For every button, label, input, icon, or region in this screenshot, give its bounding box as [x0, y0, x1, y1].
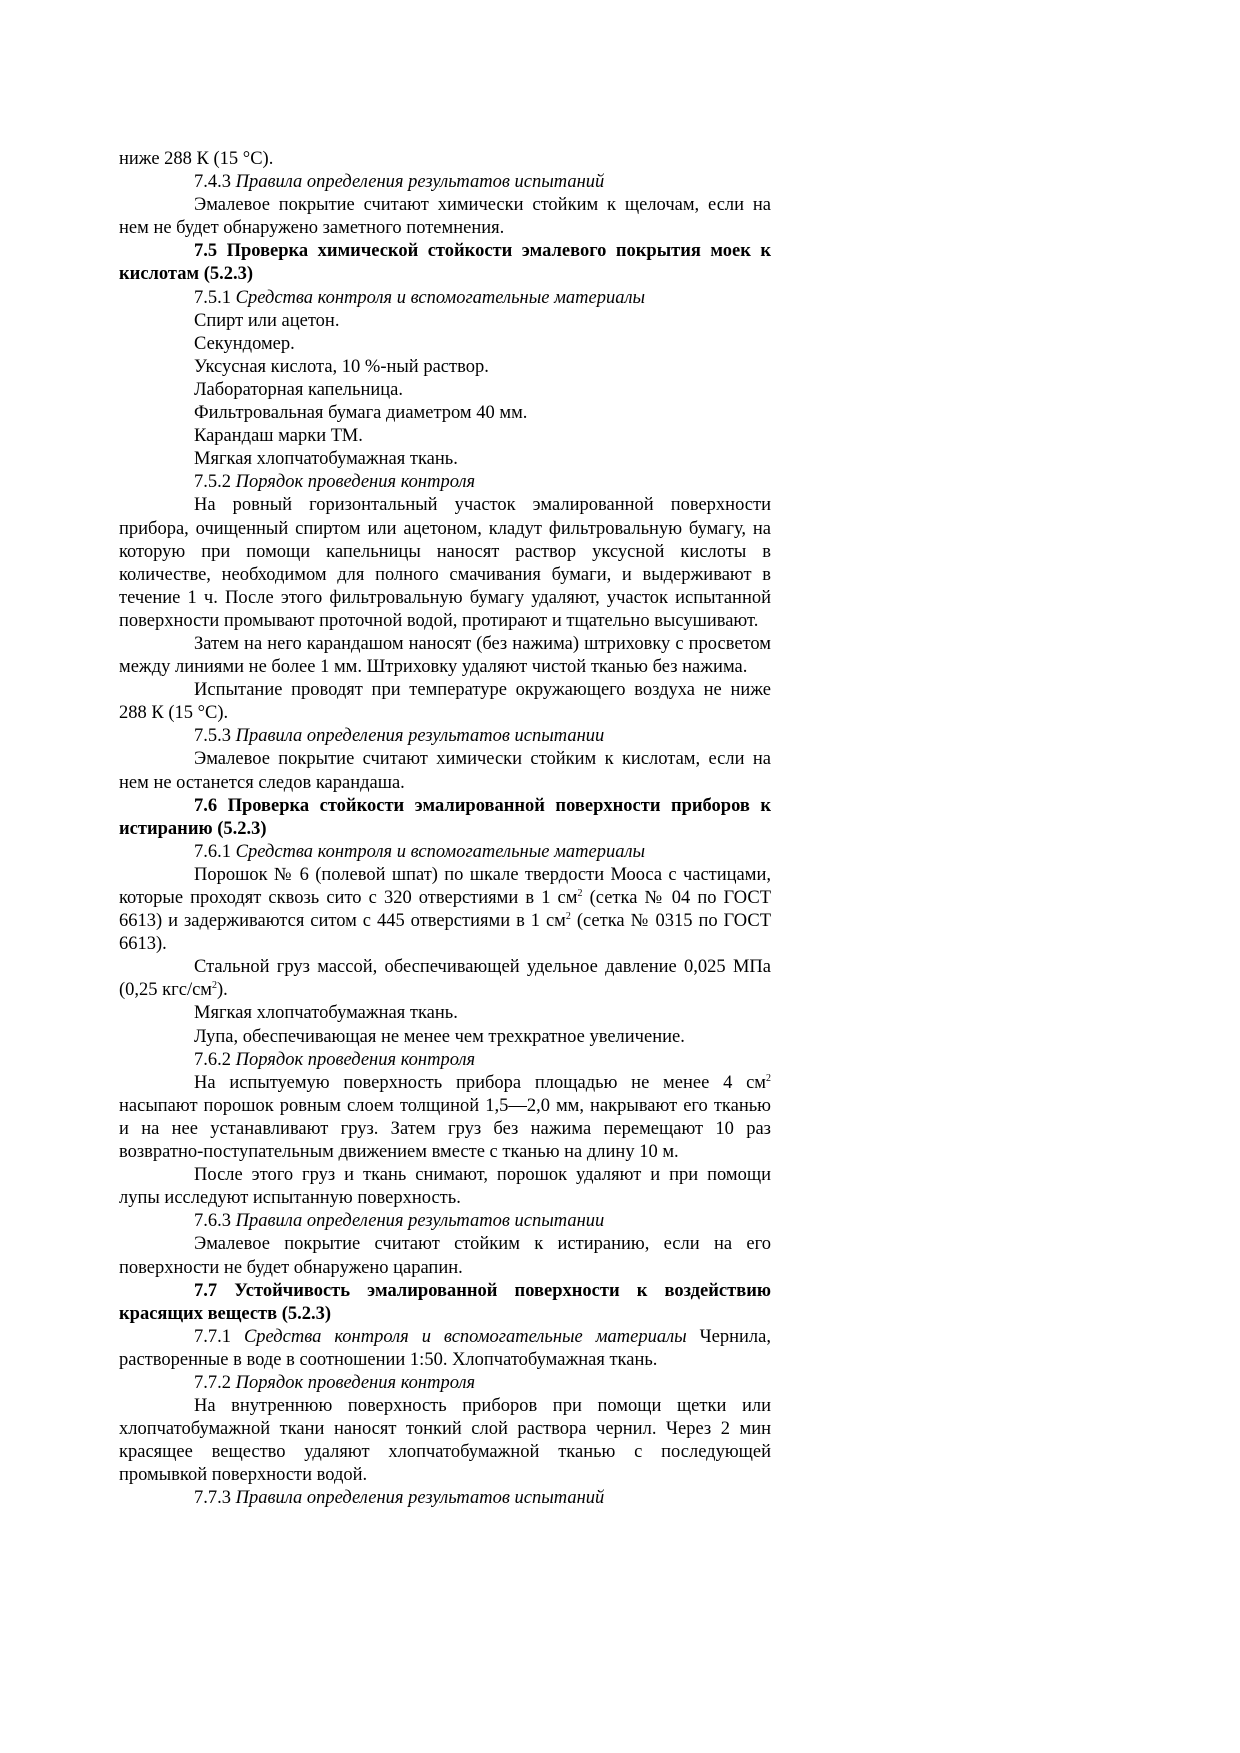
text-run: Стальной груз массой, обеспечивающей удельное давление 0,025 МПа (0,25 кгс/см: [119, 957, 771, 1001]
superscript: 2: [565, 911, 571, 923]
subsection-title: Средства контроля и вспомогательные материалы: [235, 287, 646, 308]
subsection-number: 7.7.2: [194, 1372, 231, 1393]
subsection-number: 7.7.1: [194, 1326, 231, 1347]
text-run: насыпают порошок ровным слоем толщиной 1,5—2,0 мм, накрывают его тканью и на нее устанавливают груз. Затем груз без нажима перемещают 10 раз возвратно-поступательным движением вместе с тканью на длину 10 м.: [119, 1095, 771, 1163]
paragraph: ниже 288 К (15 °С).: [119, 149, 274, 169]
paragraph: Эмалевое покрытие считают химически стойким к щелочам, если на нем не будет обнаружено заметного потемнения.: [119, 195, 771, 239]
subsection-number: 7.6.2: [194, 1049, 231, 1070]
superscript: 2: [577, 888, 583, 899]
subsection-title: Правила определения результатов испытании: [235, 726, 605, 747]
subsection-heading-7-5-1: [119, 287, 771, 310]
paragraph: Затем на него карандашом наносят (без нажима) штриховку с просветом между линиями не более 1 мм. Штриховку удаляют чистой тканью без нажима.: [119, 633, 771, 678]
paragraph: [119, 864, 771, 956]
subsection-title: Правила определения результатов испытании: [235, 1211, 605, 1232]
subsection-title: Порядок проведения контроля: [235, 1049, 476, 1070]
paragraph: После этого груз и ткань снимают, порошок удаляют и при помощи лупы исследуют испытанную поверхность.: [119, 1165, 771, 1209]
text-run: Чернила, растворенные в воде в соотношении 1:50. Хлопчатобумажная ткань.: [119, 1326, 771, 1370]
subsection-heading-7-7-1: [119, 1326, 771, 1372]
paragraph: Эмалевое покрытие считают химически стойким к кислотам, если на нем не останется следов карандаша.: [119, 749, 771, 793]
material-item: Лабораторная капельница.: [194, 379, 403, 400]
subsection-number: 7.5.1: [194, 287, 231, 308]
subsection-heading-7-6-1: [119, 841, 771, 864]
paragraph: Лупа, обеспечивающая не менее чем трехкратное увеличение.: [194, 1026, 685, 1047]
subsection-title: Правила определения результатов испытаний: [235, 1488, 605, 1509]
subsection-number: 7.5.3: [194, 726, 231, 747]
paragraph: [119, 956, 771, 1002]
subsection-title: Правила определения результатов испытаний: [235, 172, 605, 193]
superscript: 2: [766, 1072, 771, 1084]
subsection-heading-7-6-3: [119, 1210, 771, 1233]
material-item: Секундомер.: [194, 333, 295, 354]
subsection-heading-7-7-3: [119, 1487, 771, 1510]
subsection-heading-7-5-2: [119, 471, 771, 494]
paragraph: Эмалевое покрытие считают стойким к истиранию, если на его поверхности не будет обнаружено царапин.: [119, 1234, 771, 1278]
subsection-title: Средства контроля и вспомогательные материалы: [235, 841, 646, 862]
paragraph: Мягкая хлопчатобумажная ткань.: [194, 1003, 458, 1024]
paragraph: На ровный горизонтальный участок эмалированной поверхности прибора, очищенный спиртом или ацетоном, кладут фильтровальную бумагу, на которую при помощи капельницы наносят раствор уксусной кислоты в количестве, необходимом для полного смачивания бумаги, и выдерживают в течение 1 ч. После этого фильтровальную бумагу удаляют, участок испытанной поверхности промывают проточной водой, протирают и тщательно высушивают.: [119, 495, 771, 631]
text-run: На испытуемую поверхность прибора площадью не менее 4 см: [194, 1072, 766, 1093]
subsection-heading-7-7-2: [119, 1372, 771, 1395]
subsection-heading-7-5-3: [119, 725, 771, 748]
subsection-number: 7.6.1: [194, 841, 231, 862]
text-run: (сетка № 0315 по ГОСТ 6613).: [119, 911, 772, 955]
paragraph: [119, 1072, 771, 1164]
material-item: Мягкая хлопчатобумажная ткань.: [194, 449, 458, 470]
subsection-heading-7-4-3: [119, 171, 771, 194]
section-heading-7-7: 7.7 Устойчивость эмалированной поверхности к воздействию красящих веществ (5.2.3): [119, 1280, 771, 1324]
subsection-number: 7.4.3: [194, 172, 231, 193]
paragraph: На внутреннюю поверхность приборов при помощи щетки или хлопчатобумажной ткани наносят тонкий слой раствора чернил. Через 2 мин красящее вещество удаляют хлопчатобумажной тканью с последующей промывкой поверхности водой.: [119, 1396, 771, 1486]
subsection-heading-7-6-2: [119, 1049, 771, 1072]
text-run: Порошок № 6 (полевой шпат) по шкале твердости Мооса с частицами, которые проходят сквозь сито с 320 отверстиями в 1 см: [119, 864, 771, 908]
material-item: Спирт или ацетон.: [194, 310, 340, 331]
text-run: (сетка № 04 по ГОСТ 6613) и задерживаются ситом с 445 отверстиями в 1 см: [119, 888, 772, 932]
section-heading-7-6: 7.6 Проверка стойкости эмалированной поверхности приборов к истиранию (5.2.3): [119, 795, 771, 839]
subsection-title: Порядок проведения контроля: [235, 472, 476, 493]
subsection-number: 7.7.3: [194, 1488, 231, 1509]
text-run: ).: [217, 980, 228, 1001]
subsection-number: 7.6.3: [194, 1211, 231, 1232]
subsection-title: Средства контроля и вспомогательные материалы: [243, 1326, 687, 1347]
document-body: [119, 148, 771, 1511]
superscript: 2: [212, 980, 218, 992]
subsection-title: Порядок проведения контроля: [235, 1372, 476, 1393]
material-item: Фильтровальная бумага диаметром 40 мм.: [194, 403, 528, 424]
paragraph: Испытание проводят при температуре окружающего воздуха не ниже 288 К (15 °С).: [119, 680, 771, 724]
section-heading-7-5: 7.5 Проверка химической стойкости эмалевого покрытия моек к кислотам (5.2.3): [119, 241, 771, 285]
material-item: Уксусная кислота, 10 %-ный раствор.: [194, 356, 489, 377]
material-item: Карандаш марки ТМ.: [194, 426, 363, 447]
subsection-number: 7.5.2: [194, 472, 231, 493]
